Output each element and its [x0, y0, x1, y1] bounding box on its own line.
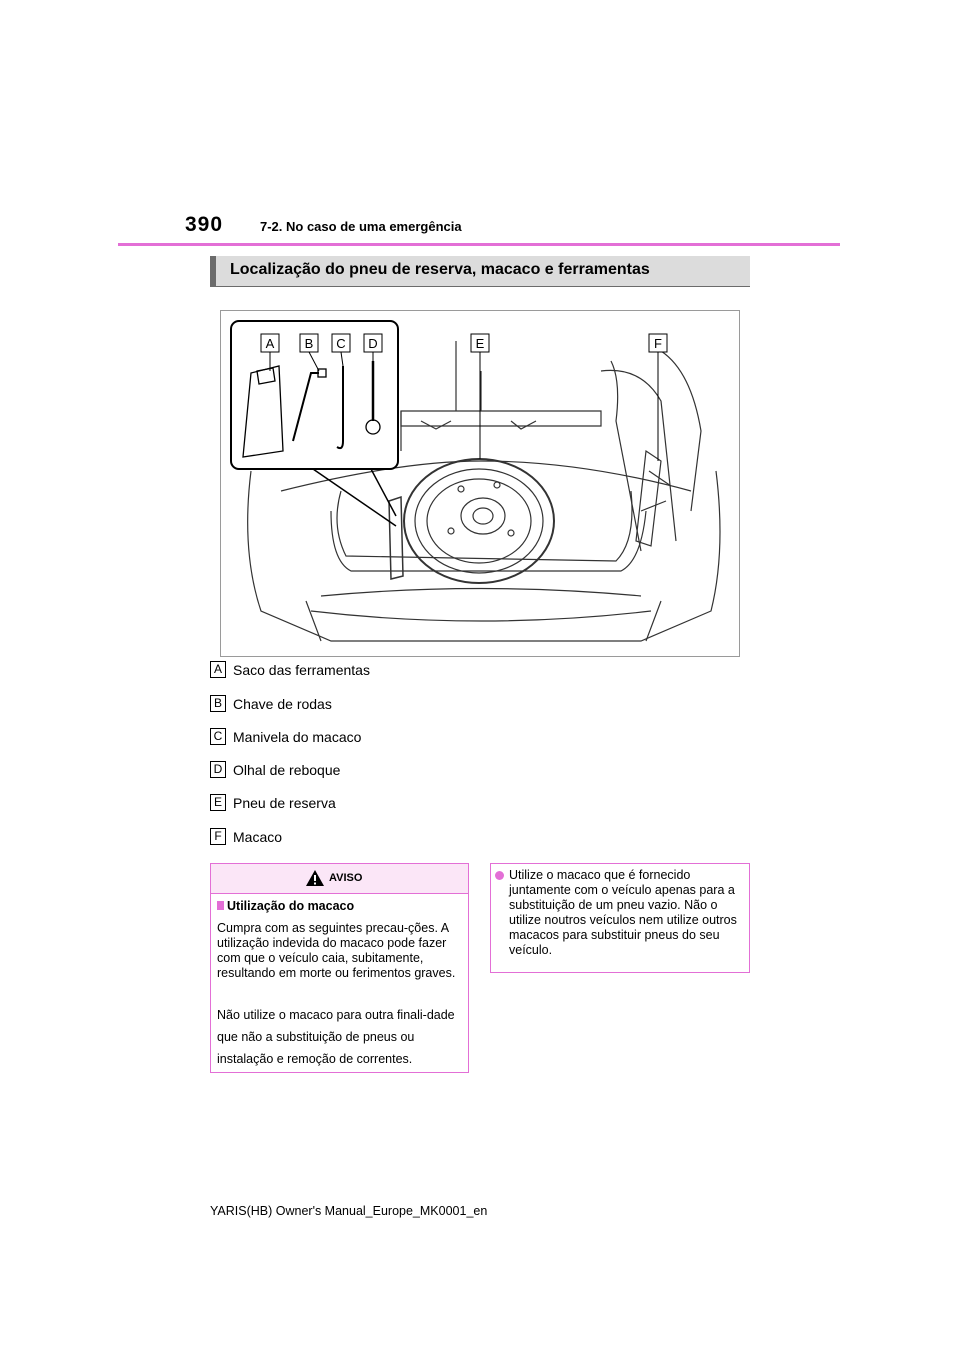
legend-label: Chave de rodas: [233, 696, 332, 712]
legend-letter: E: [210, 794, 226, 811]
callout-e: E: [475, 336, 485, 351]
topic-heading-bar: [210, 256, 750, 287]
warning-title: AVISO: [329, 872, 363, 884]
section-title: 7-2. No caso de uma emergência: [260, 219, 462, 234]
header-rule: [118, 243, 840, 246]
callout-f: F: [654, 336, 662, 351]
legend-letter: D: [210, 761, 226, 778]
note-text: Utilize o macaco que é fornecido juntamente com o veículo apenas para a substituição de um pneu vazio. Não o utilize noutros veículos nem utilize outros macacos para substituir pneus do seu veículo.: [509, 868, 737, 957]
legend-item: [210, 728, 510, 748]
legend-letter: F: [210, 828, 226, 845]
legend-label: Pneu de reserva: [233, 795, 336, 811]
warning-subheading: [217, 899, 354, 913]
spare-tire-illustration: [220, 310, 740, 657]
page-number: 390: [185, 213, 224, 236]
legend-label: Manivela do macaco: [233, 729, 362, 745]
legend-item: [210, 828, 510, 848]
callout-b: B: [304, 336, 314, 351]
page-footer: YARIS(HB) Owner's Manual_Europe_MK0001_en: [210, 1204, 488, 1218]
warning-box: [210, 863, 469, 1073]
round-bullet-icon: [495, 871, 504, 880]
warning-header: [211, 864, 468, 894]
note-box: [490, 863, 750, 973]
warning-paragraph: Não utilize o macaco para outra finali-dade que não a substituição de pneus ou instalação e remoção de correntes.: [217, 1008, 455, 1066]
legend-item: [210, 794, 510, 814]
legend-item: [210, 661, 510, 681]
legend-item: [210, 695, 510, 715]
legend-item: [210, 761, 510, 781]
warning-triangle-icon: [305, 869, 325, 887]
legend-label: Macaco: [233, 829, 283, 845]
legend-letter: A: [210, 661, 226, 678]
callout-c: C: [336, 336, 346, 351]
legend-label: Saco das ferramentas: [233, 662, 370, 678]
warning-paragraph: Cumpra com as seguintes precau-ções. A utilização indevida do macaco pode fazer com que o veículo caia, subitamente, resultando em morte ou ferimentos graves.: [217, 921, 456, 980]
legend-label: Olhal de reboque: [233, 762, 341, 778]
legend-letter: C: [210, 728, 226, 745]
vehicle-trunk-drawing: [221, 311, 739, 656]
legend-letter: B: [210, 695, 226, 712]
callout-d: D: [368, 336, 378, 351]
square-bullet-icon: [217, 901, 224, 910]
topic-heading: Localização do pneu de reserva, macaco e ferramentas: [230, 261, 650, 278]
callout-a: A: [265, 336, 275, 351]
warning-subheading-text: Utilização do macaco: [227, 899, 355, 913]
